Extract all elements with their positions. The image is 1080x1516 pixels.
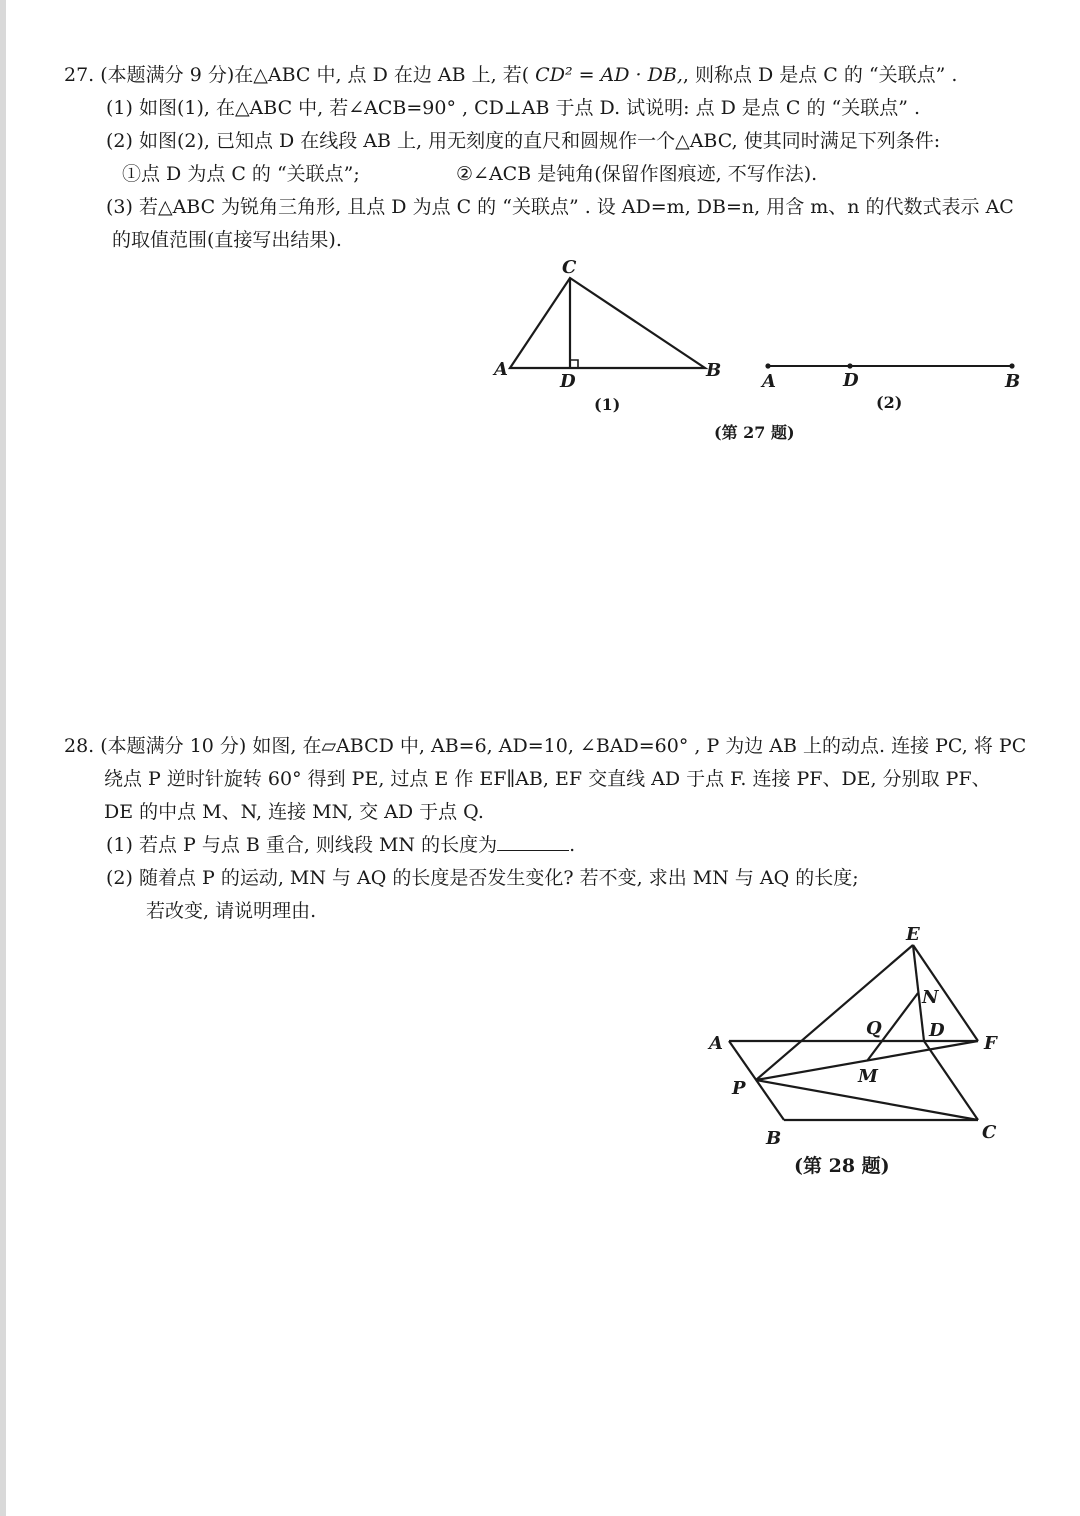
fig28-side-dc (924, 1041, 978, 1120)
q28-part2-continued: 若改变, 请说明理由. (146, 900, 317, 922)
q27-figure-caption: (第 27 题) (714, 423, 795, 442)
fig28-label-q: Q (866, 1018, 882, 1039)
q27-part2-condition1: ①点 D 为点 C 的 “关联点”; (122, 163, 360, 185)
fig2-caption: (2) (876, 393, 903, 412)
q27-heading-prefix: 27. (本题满分 9 分)在△ABC 中, 点 D 在边 AB 上, 若( (64, 64, 530, 86)
q28-part2: (2) 随着点 P 的运动, MN 与 AQ 的长度是否发生变化? 若不变, 求出 MN 与 AQ 的长度; (106, 867, 859, 889)
q28-part1-text: (1) 若点 P 与点 B 重合, 则线段 MN 的长度为 (106, 834, 498, 856)
fig1-label-d: D (560, 371, 576, 392)
fig28-label-e: E (906, 924, 920, 945)
fig2-label-d: D (843, 370, 859, 391)
fig28-label-b: B (766, 1128, 782, 1149)
q27-part3-continued: 的取值范围(直接写出结果). (112, 229, 342, 251)
q27-part2-condition2: ②∠ACB 是钝角(保留作图痕迹, 不写作法). (456, 163, 818, 185)
fig1-caption: (1) (594, 395, 621, 414)
q28-figure-caption: (第 28 题) (794, 1155, 890, 1177)
fig1-label-b: B (706, 360, 722, 381)
fig2-label-a: A (762, 371, 776, 392)
q27-heading-suffix: , 则称点 D 是点 C 的 “关联点” . (682, 64, 958, 86)
fig28-label-m: M (858, 1066, 878, 1087)
q28-heading-line3: DE 的中点 M、N, 连接 MN, 交 AD 于点 Q. (104, 801, 484, 823)
q28-part1-end: . (569, 834, 576, 856)
fig28-label-c: C (982, 1122, 997, 1143)
fig1-label-a: A (494, 359, 508, 380)
q28-heading: 28. (本题满分 10 分) 如图, 在▱ABCD 中, AB=6, AD=10, ∠BAD=60° , P 为边 AB 上的动点. 连接 PC, 将 PC (64, 735, 1027, 757)
q28-heading-line2: 绕点 P 逆时针旋转 60° 得到 PE, 过点 E 作 EF∥AB, EF 交直线 AD 于点 F. 连接 PF、DE, 分别取 PF、 (104, 768, 991, 790)
fig28-segment-pe (756, 945, 913, 1080)
fig28-hidden (729, 1041, 978, 1120)
fig2-label-b: B (1005, 371, 1021, 392)
fig28-label-d: D (929, 1020, 945, 1041)
fig28-label-p: P (732, 1078, 746, 1099)
q27-part3: (3) 若△ABC 为锐角三角形, 且点 D 为点 C 的 “关联点” . 设 AD=m, DB=n, 用含 m、n 的代数式表示 AC (106, 196, 1014, 218)
q27-part2: (2) 如图(2), 已知点 D 在线段 AB 上, 用无刻度的直尺和圆规作一个△ABC, 使其同时满足下列条件: (106, 130, 941, 152)
fig28-label-f: F (984, 1033, 997, 1054)
q27-heading-formula: CD² = AD · DB, (535, 64, 683, 86)
fig28-label-n: N (922, 987, 939, 1008)
fig1-label-c: C (562, 257, 577, 278)
q27-part1: (1) 如图(1), 在△ABC 中, 若∠ACB=90° , CD⊥AB 于点 D. 试说明: 点 D 是点 C 的 “关联点” . (106, 97, 921, 119)
fig28-label-a: A (709, 1033, 723, 1054)
